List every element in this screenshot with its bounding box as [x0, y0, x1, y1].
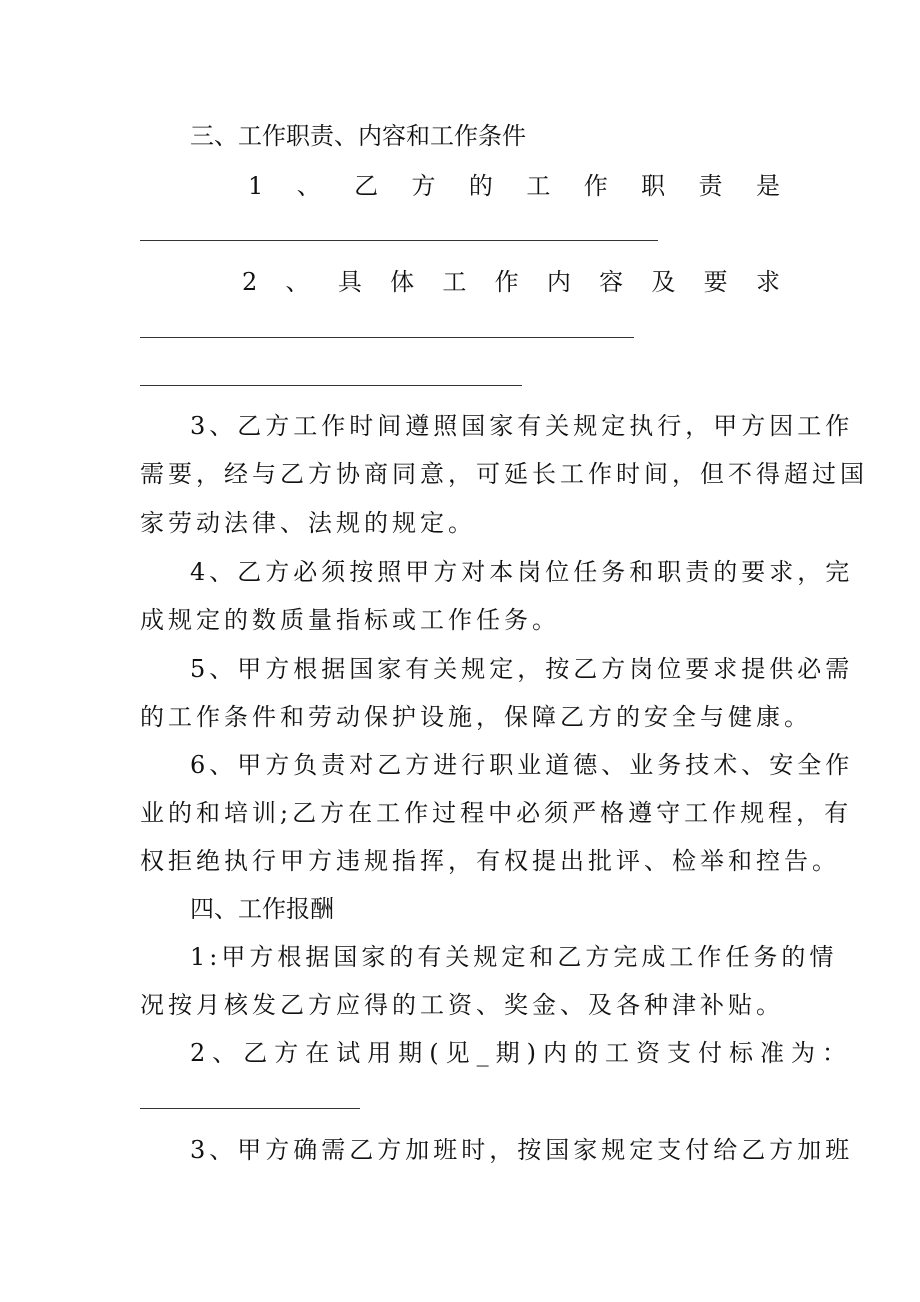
item-1-char: 方 [411, 172, 436, 200]
item-1-char: 1 [248, 172, 264, 200]
item-2-char: 内 [546, 268, 571, 296]
item-1-char: 是 [755, 172, 780, 200]
paragraph-5-line-1: 5、甲方根据国家有关规定，按乙方岗位要求提供必需 [190, 655, 854, 683]
section-heading-4: 四、工作报酬 [190, 895, 334, 923]
item-1-duty-line [248, 171, 780, 201]
paragraph-3-line-1: 3、乙方工作时间遵照国家有关规定执行，甲方因工作 [190, 412, 854, 440]
item-2-char: 工 [442, 268, 467, 296]
section-heading-3: 三、工作职责、内容和工作条件 [190, 122, 526, 150]
paragraph-3-line-3: 家劳动法律、法规的规定。 [140, 509, 476, 537]
item-1-char: 责 [698, 172, 723, 200]
item-2-char: 体 [390, 268, 415, 296]
item-1-char: 作 [583, 172, 608, 200]
item-2-char: 求 [755, 268, 780, 296]
item-1-char: 职 [641, 172, 666, 200]
fill-blank-line [140, 337, 634, 338]
item-2-char: 及 [651, 268, 676, 296]
item-2-char: 要 [703, 268, 728, 296]
paragraph-r3: 3、甲方确需乙方加班时，按国家规定支付给乙方加班 [190, 1136, 854, 1164]
item-2-content-line [242, 267, 780, 297]
item-1-char: 的 [468, 172, 493, 200]
fill-blank-line [140, 385, 522, 386]
fill-blank-line [140, 1108, 360, 1109]
paragraph-6-line-2: 业的和培训;乙方在工作过程中必须严格遵守工作规程，有 [140, 799, 853, 827]
paragraph-6-line-1: 6、甲方负责对乙方进行职业道德、业务技术、安全作 [190, 751, 854, 779]
item-1-char: 工 [526, 172, 551, 200]
item-2-char: 、 [285, 268, 310, 296]
paragraph-6-line-3: 权拒绝执行甲方违规指挥，有权提出批评、检举和控告。 [140, 847, 840, 875]
item-1-char: 、 [296, 172, 321, 200]
paragraph-r1-line-1: 1:甲方根据国家的有关规定和乙方完成工作任务的情 [190, 943, 838, 971]
paragraph-4-line-1: 4、乙方必须按照甲方对本岗位任务和职责的要求，完 [190, 558, 854, 586]
item-1-char: 乙 [354, 172, 379, 200]
item-2-char: 2 [242, 268, 258, 296]
item-2-char: 具 [337, 268, 362, 296]
paragraph-5-line-2: 的工作条件和劳动保护设施，保障乙方的安全与健康。 [140, 703, 812, 731]
paragraph-4-line-2: 成规定的数质量指标或工作任务。 [140, 606, 560, 634]
paragraph-3-line-2: 需要，经与乙方协商同意，可延长工作时间，但不得超过国 [140, 460, 868, 488]
paragraph-r2: 2、乙方在试用期(见_期)内的工资支付标准为： [190, 1039, 853, 1067]
paragraph-r1-line-2: 况按月核发乙方应得的工资、奖金、及各种津补贴。 [140, 991, 784, 1019]
fill-blank-line [140, 240, 658, 241]
item-2-char: 作 [494, 268, 519, 296]
item-2-char: 容 [599, 268, 624, 296]
